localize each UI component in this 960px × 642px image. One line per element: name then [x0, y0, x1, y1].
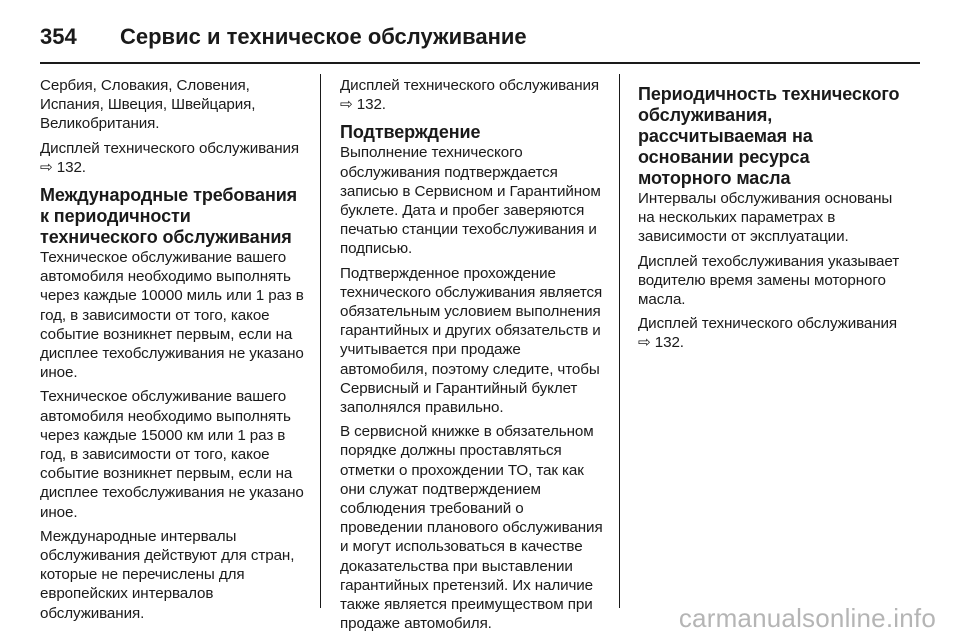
paragraph-confirmation: Выполнение технического обслуживания подтверждается записью в Сервисном и Гарантийном буклете. Дата и пробег заверяются печатью станции техобслуживания и подписью. — [340, 144, 601, 258]
page-header — [40, 18, 920, 56]
column-3 — [638, 76, 906, 358]
paragraph-intervals-based: Интервалы обслуживания основаны на нескольких параметрах в зависимости от эксплуатации. — [638, 190, 893, 246]
page-number: 354 — [40, 24, 77, 49]
paragraph-miles-interval: Техническое обслуживание вашего автомобиля необходимо выполнять через каждые 10000 миль или 1 раз в год, в зависимости от того, какое событие возникнет первым, если на дисплее техобслуживания не указано иное. — [40, 249, 304, 382]
column-1 — [40, 76, 308, 628]
paragraph-km-interval: Техническое обслуживание вашего автомобиля необходимо выполнять через каждые 15000 км или 1 раз в год, в зависимости от того, какое событие возникнет первым, если на дисплее техобслуживания не указано иное. — [40, 388, 304, 521]
column-divider-1 — [320, 74, 321, 608]
header-rule — [40, 62, 920, 64]
paragraph-oil-change-display: Дисплей техобслуживания указывает водителю время замены моторного масла. — [638, 252, 900, 309]
country-list-continued: Сербия, Словакия, Словения, Испания, Швеция, Швейцария, Великобритания. — [40, 77, 256, 133]
international-requirements-heading: Международные требования к периодичности технического обслуживания — [40, 185, 298, 248]
oil-life-interval-heading: Периодичность технического обслуживания, рассчитываемая на основании ресурса моторного масла — [638, 84, 900, 188]
column-divider-2 — [619, 74, 620, 608]
paragraph-international-intervals: Международные интервалы обслуживания действуют для стран, которые не перечислены для европейских интервалов обслуживания. — [40, 527, 295, 622]
page-title: Сервис и техническое обслуживание — [120, 24, 527, 49]
paragraph-confirmed-service: Подтвержденное прохождение технического обслуживания является обязательным условием выполнения гарантийных и других обязательств и учитывается при продаже автомобиля, поэтому следите, чтобы Сервисный и Гарантийный буклет заполнялся правильно. — [340, 264, 603, 417]
paragraph-service-book: В сервисной книжке в обязательном порядке должны проставляться отметки о прохождении ТО, так как они служат подтверждением соблюдения требований о проведении планового обслуживания и могут использоваться в качестве доказательства при выставлении гарантийных претензий. Их наличие также является преимуществом при продаже автомобиля. — [340, 423, 603, 633]
confirmation-heading: Подтверждение — [340, 122, 481, 143]
service-display-reference: Дисплей технического обслуживания ⇨ 132. — [638, 315, 898, 352]
column-2 — [340, 76, 608, 638]
service-display-reference: Дисплей технического обслуживания ⇨ 132. — [340, 77, 600, 114]
service-display-reference: Дисплей технического обслуживания ⇨ 132. — [40, 139, 300, 176]
watermark-text: carmanualsonline.info — [678, 603, 936, 633]
